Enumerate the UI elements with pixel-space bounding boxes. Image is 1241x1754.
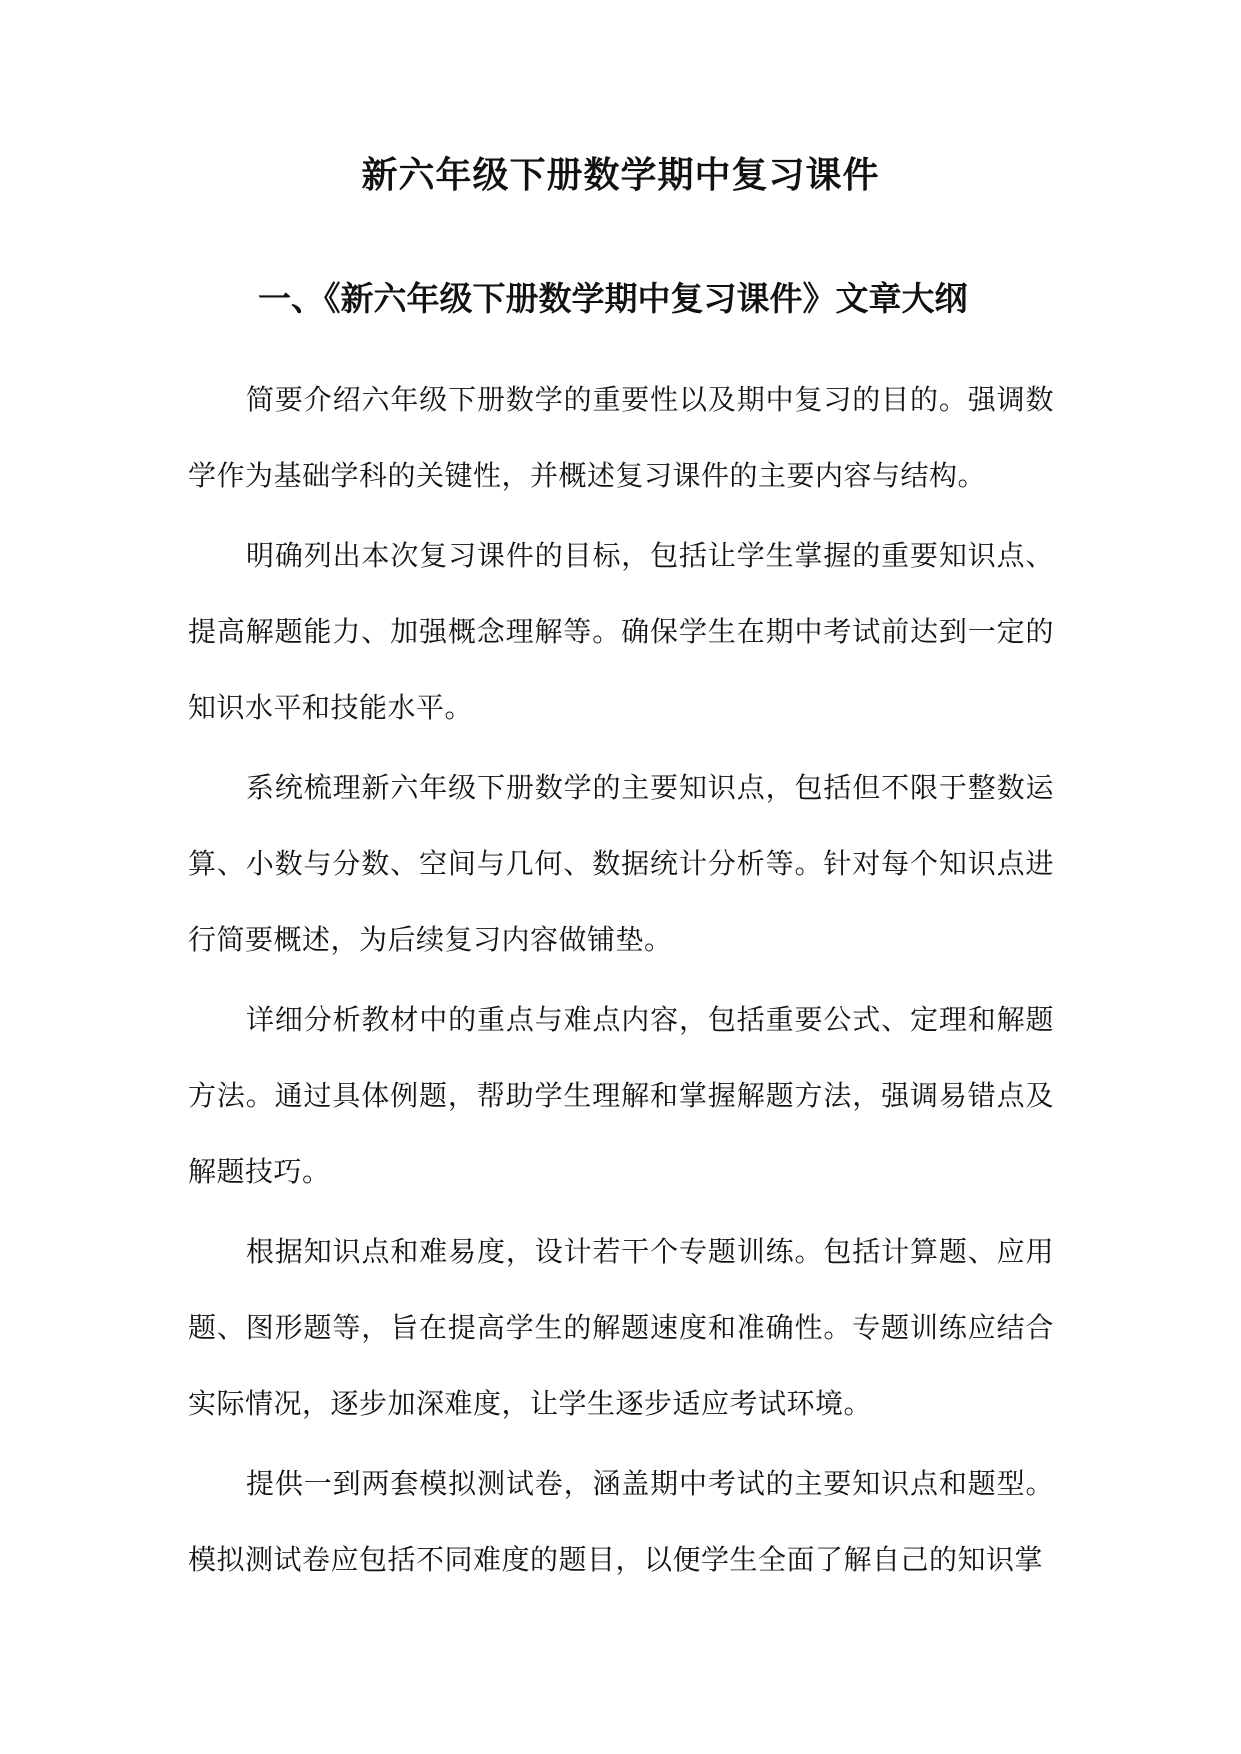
- paragraph-introduction: 简要介绍六年级下册数学的重要性以及期中复习的目的。强调数学作为基础学科的关键性，并概述复习课件的主要内容与结构。: [188, 383, 1054, 492]
- paragraph-mock-tests: 提供一到两套模拟测试卷，涵盖期中考试的主要知识点和题型。模拟测试卷应包括不同难度的题目，以便学生全面了解自己的知识掌: [188, 1467, 1054, 1576]
- section-heading: 一、《新六年级下册数学期中复习课件》文章大纲: [258, 279, 968, 318]
- paragraph-key-difficulties: 详细分析教材中的重点与难点内容，包括重要公式、定理和解题方法。通过具体例题，帮助学生理解和掌握解题方法，强调易错点及解题技巧。: [188, 1003, 1054, 1188]
- document-title: 新六年级下册数学期中复习课件: [361, 154, 880, 196]
- paragraph-knowledge-points: 系统梳理新六年级下册数学的主要知识点，包括但不限于整数运算、小数与分数、空间与几何、数据统计分析等。针对每个知识点进行简要概述，为后续复习内容做铺垫。: [188, 771, 1054, 956]
- paragraph-objectives: 明确列出本次复习课件的目标，包括让学生掌握的重要知识点、提高解题能力、加强概念理解等。确保学生在期中考试前达到一定的知识水平和技能水平。: [188, 539, 1054, 724]
- paragraph-topic-training: 根据知识点和难易度，设计若干个专题训练。包括计算题、应用题、图形题等，旨在提高学生的解题速度和准确性。专题训练应结合实际情况，逐步加深难度，让学生逐步适应考试环境。: [188, 1235, 1054, 1420]
- document-body: [188, 362, 1054, 1602]
